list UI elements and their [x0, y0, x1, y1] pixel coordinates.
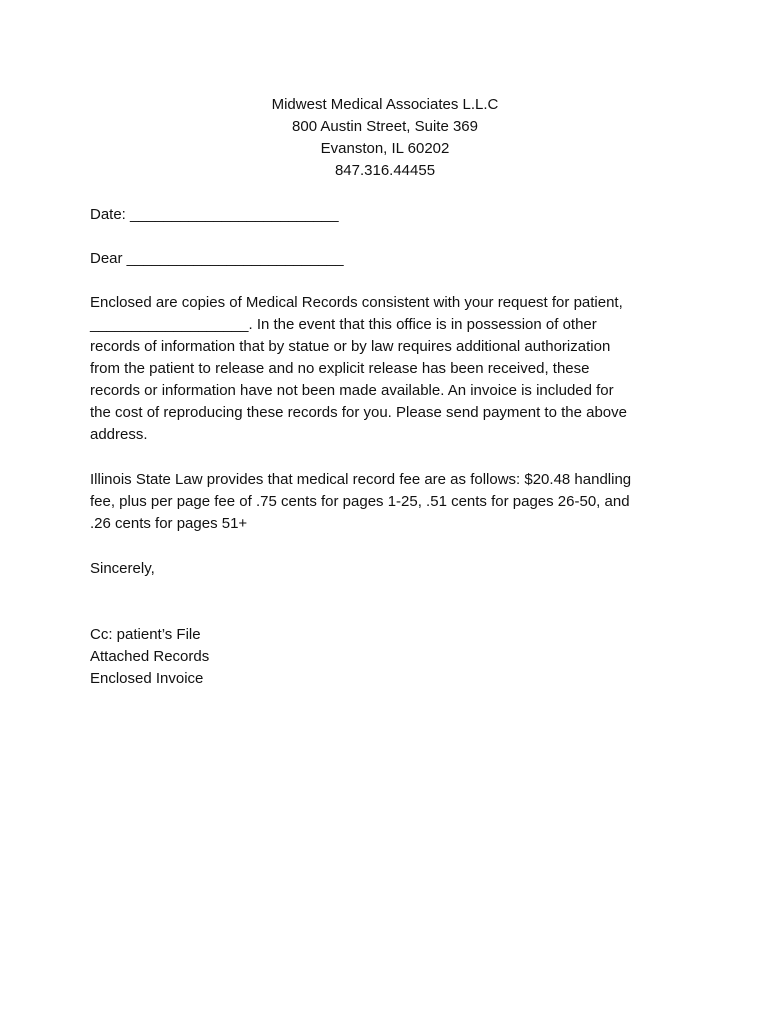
company-name: Midwest Medical Associates L.L.C [271, 96, 499, 113]
records-paragraph [90, 292, 690, 446]
cc-item: Cc: patient’s File [90, 626, 201, 643]
paragraph-line: fee, plus per page fee of .75 cents for pages 1-25, .51 cents for pages 26-50, and [90, 493, 630, 510]
paragraph-line: address. [90, 426, 148, 443]
closing: Sincerely, [90, 560, 155, 577]
paragraph-line: records of information that by statue or by law requires additional authorization [90, 338, 611, 355]
paragraph-line: .26 cents for pages 51+ [90, 515, 248, 532]
paragraph-line: records or information have not been made available. An invoice is included for [90, 382, 614, 399]
phone-number: 847.316.44455 [334, 162, 436, 179]
date-line: Date: _________________________ [90, 206, 339, 223]
cc-list [90, 624, 690, 690]
cc-item: Enclosed Invoice [90, 670, 204, 687]
city-state-zip: Evanston, IL 60202 [320, 140, 450, 157]
cc-item: Attached Records [90, 648, 210, 665]
paragraph-line: Illinois State Law provides that medical record fee are as follows: $20.48 handling [90, 471, 632, 488]
fee-paragraph [90, 469, 690, 535]
paragraph-line: from the patient to release and no explicit release has been received, these [90, 360, 590, 377]
letterhead [0, 94, 770, 182]
paragraph-line: ___________________. In the event that this office is in possession of other [90, 316, 597, 333]
paragraph-line: the cost of reproducing these records for you. Please send payment to the above [90, 404, 627, 421]
salutation: Dear __________________________ [90, 250, 344, 267]
paragraph-line: Enclosed are copies of Medical Records consistent with your request for patient, [90, 294, 623, 311]
street-address: 800 Austin Street, Suite 369 [292, 118, 478, 135]
